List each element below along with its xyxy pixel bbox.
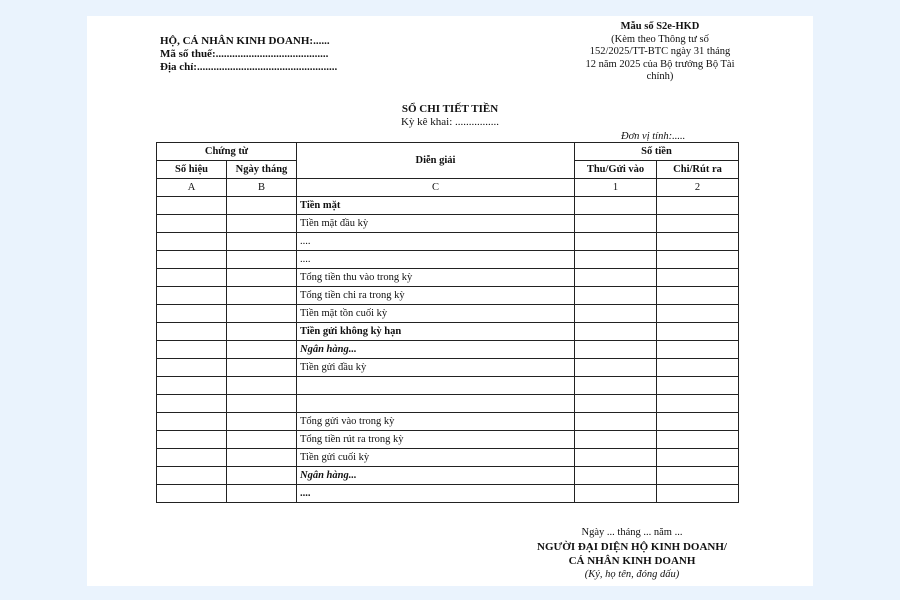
description-cell: Tiền mặt tồn cuối kỳ — [297, 305, 575, 323]
description-cell: Tổng tiền thu vào trong kỳ — [297, 269, 575, 287]
form-code: Mẫu số S2e-HKD — [620, 21, 700, 32]
number-cell — [157, 269, 227, 287]
representative-title: CÁ NHÂN KINH DOANH — [568, 555, 696, 567]
description-cell: .... — [297, 233, 575, 251]
out-cell — [657, 197, 739, 215]
period: Kỳ kê khai: ................ — [400, 116, 500, 128]
out-cell — [657, 431, 739, 449]
number-cell — [157, 377, 227, 395]
table-row — [157, 251, 739, 269]
table-row — [157, 395, 739, 413]
column-code: 1 — [575, 179, 657, 197]
description-cell: Tiền gửi cuối kỳ — [297, 449, 575, 467]
date-cell — [227, 449, 297, 467]
in-cell — [575, 341, 657, 359]
table-row — [157, 305, 739, 323]
date-cell — [227, 467, 297, 485]
out-cell — [657, 395, 739, 413]
date-cell — [227, 341, 297, 359]
in-cell — [575, 197, 657, 215]
table-row — [157, 197, 739, 215]
table-row — [157, 431, 739, 449]
table-row — [157, 449, 739, 467]
number-cell — [157, 287, 227, 305]
in-cell — [575, 251, 657, 269]
number-cell — [157, 251, 227, 269]
date-cell — [227, 233, 297, 251]
column-code: B — [227, 179, 297, 197]
out-cell — [657, 359, 739, 377]
table-row — [157, 323, 739, 341]
out-cell — [657, 305, 739, 323]
out-cell — [657, 377, 739, 395]
date-line: Ngày ... tháng ... năm ... — [581, 527, 683, 538]
out-cell — [657, 467, 739, 485]
column-code: C — [297, 179, 575, 197]
date-header: Ngày tháng — [227, 161, 297, 179]
amount-header: Số tiền — [575, 143, 739, 161]
address: Địa chỉ:................................................... — [160, 61, 338, 73]
table-row — [157, 413, 739, 431]
number-cell — [157, 431, 227, 449]
in-cell — [575, 323, 657, 341]
date-cell — [227, 287, 297, 305]
in-cell — [575, 485, 657, 503]
form-reference-line: chính) — [646, 71, 674, 82]
number-cell — [157, 485, 227, 503]
description-cell: Tổng gửi vào trong kỳ — [297, 413, 575, 431]
header-row — [157, 143, 739, 161]
description-cell: Tổng tiền chi ra trong kỳ — [297, 287, 575, 305]
out-cell — [657, 233, 739, 251]
voucher-header: Chứng từ — [157, 143, 297, 161]
out-cell — [657, 251, 739, 269]
date-cell — [227, 377, 297, 395]
date-cell — [227, 269, 297, 287]
out-cell — [657, 485, 739, 503]
description-cell: Tiền mặt — [297, 197, 575, 215]
in-cell — [575, 449, 657, 467]
in-cell — [575, 269, 657, 287]
date-cell — [227, 251, 297, 269]
signature-note: (Ký, họ tên, đóng dấu) — [584, 569, 680, 580]
number-cell — [157, 341, 227, 359]
description-cell: Tiền mặt đầu kỳ — [297, 215, 575, 233]
table-row — [157, 269, 739, 287]
number-cell — [157, 467, 227, 485]
form-reference-line: 152/2025/TT-BTC ngày 31 tháng — [589, 46, 731, 57]
column-code: 2 — [657, 179, 739, 197]
form-reference-line: (Kèm theo Thông tư số — [611, 33, 709, 45]
description-cell: Tổng tiền rút ra trong kỳ — [297, 431, 575, 449]
description-cell: Ngân hàng... — [297, 467, 575, 485]
description-cell — [297, 395, 575, 413]
table-row — [157, 485, 739, 503]
date-cell — [227, 395, 297, 413]
out-cell — [657, 287, 739, 305]
date-cell — [227, 359, 297, 377]
title-block — [87, 103, 813, 129]
in-cell — [575, 413, 657, 431]
out-cell — [657, 323, 739, 341]
number-cell — [157, 449, 227, 467]
column-code-row — [157, 179, 739, 197]
document-page — [87, 16, 813, 586]
out-cell — [657, 449, 739, 467]
in-header: Thu/Gửi vào — [575, 161, 657, 179]
date-cell — [227, 413, 297, 431]
number-header: Số hiệu — [157, 161, 227, 179]
description-cell — [297, 377, 575, 395]
signature-block — [489, 526, 775, 582]
date-cell — [227, 215, 297, 233]
in-cell — [575, 467, 657, 485]
table-row — [157, 359, 739, 377]
description-cell: .... — [297, 251, 575, 269]
table-row — [157, 377, 739, 395]
unit-label: Đơn vị tính:..... — [621, 131, 686, 142]
number-cell — [157, 233, 227, 251]
in-cell — [575, 431, 657, 449]
in-cell — [575, 395, 657, 413]
form-reference-line: 12 năm 2025 của Bộ trưởng Bộ Tài — [585, 58, 735, 70]
tax-code: Mã số thuế:......................................... — [160, 48, 329, 60]
out-cell — [657, 341, 739, 359]
out-cell — [657, 215, 739, 233]
in-cell — [575, 215, 657, 233]
in-cell — [575, 359, 657, 377]
representative-title: NGƯỜI ĐẠI DIỆN HỘ KINH DOANH/ — [537, 541, 727, 553]
in-cell — [575, 233, 657, 251]
business-info — [160, 35, 337, 74]
cash-ledger-table — [156, 142, 739, 503]
description-header: Diễn giải — [297, 143, 575, 179]
out-cell — [657, 413, 739, 431]
business-name: HỘ, CÁ NHÂN KINH DOANH:...... — [160, 35, 330, 47]
description-cell: Ngân hàng... — [297, 341, 575, 359]
in-cell — [575, 377, 657, 395]
in-cell — [575, 287, 657, 305]
description-cell: Tiền gửi không kỳ hạn — [297, 323, 575, 341]
number-cell — [157, 323, 227, 341]
out-cell — [657, 269, 739, 287]
number-cell — [157, 197, 227, 215]
number-cell — [157, 395, 227, 413]
date-cell — [227, 431, 297, 449]
date-cell — [227, 305, 297, 323]
number-cell — [157, 413, 227, 431]
table-row — [157, 287, 739, 305]
out-header: Chi/Rút ra — [657, 161, 739, 179]
form-reference — [561, 21, 759, 84]
table-row — [157, 467, 739, 485]
table-row — [157, 233, 739, 251]
number-cell — [157, 359, 227, 377]
date-cell — [227, 197, 297, 215]
description-cell: .... — [297, 485, 575, 503]
number-cell — [157, 215, 227, 233]
table-row — [157, 215, 739, 233]
date-cell — [227, 485, 297, 503]
date-cell — [227, 323, 297, 341]
number-cell — [157, 305, 227, 323]
column-code: A — [157, 179, 227, 197]
table-row — [157, 341, 739, 359]
page-title: SỔ CHI TIẾT TIỀN — [401, 103, 499, 115]
in-cell — [575, 305, 657, 323]
description-cell: Tiền gửi đầu kỳ — [297, 359, 575, 377]
